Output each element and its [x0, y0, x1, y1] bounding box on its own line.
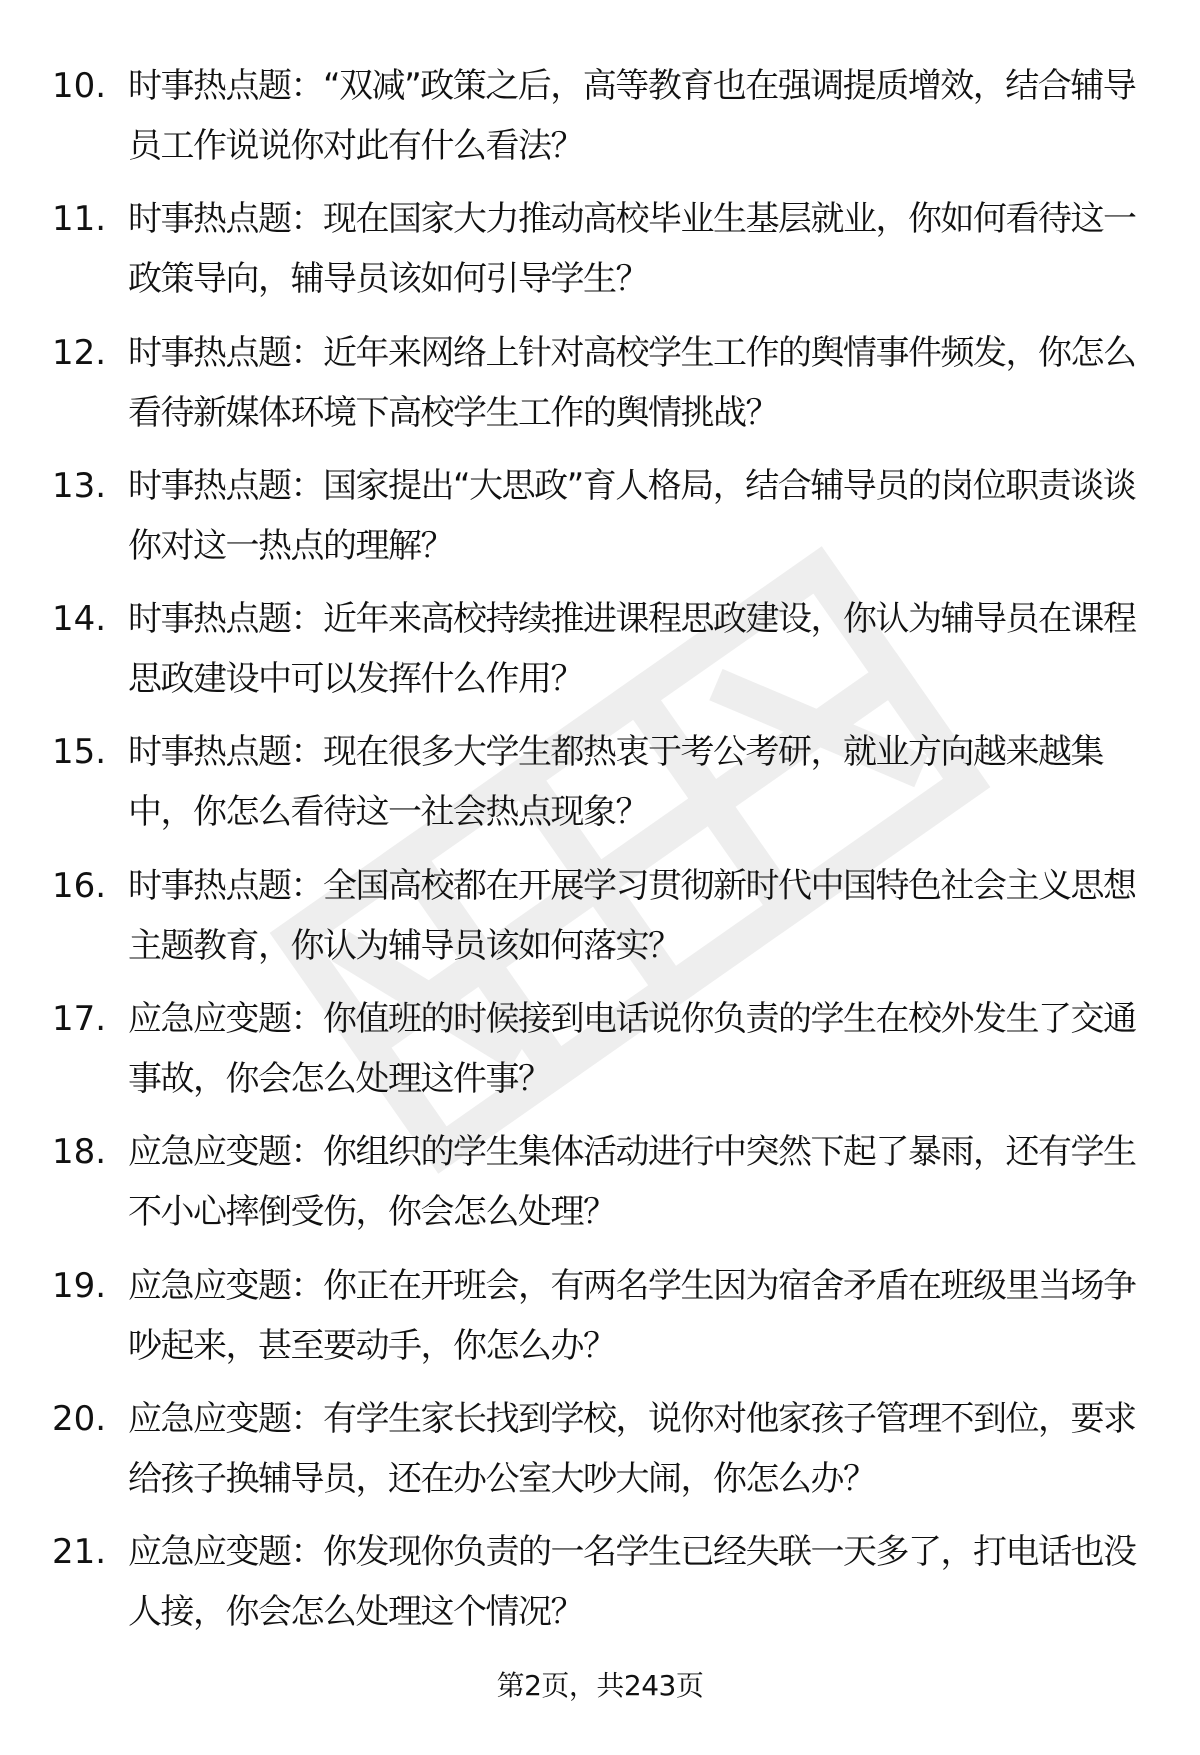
question-number: 17.	[52, 999, 107, 1040]
question-text: 应急应变题：你组织的学生集体活动进行中突然下起了暴雨，还有学生不小心摔倒受伤，你会怎么处理？	[128, 1132, 1136, 1233]
question-number: 16.	[52, 865, 107, 906]
question-item	[0, 1389, 1200, 1522]
question-text: 应急应变题：你正在开班会，有两名学生因为宿舍矛盾在班级里当场争吵起来，甚至要动手，你怎么办？	[128, 1265, 1136, 1366]
question-number: 21.	[52, 1532, 107, 1573]
question-item	[0, 589, 1200, 722]
question-number: 12.	[52, 332, 107, 373]
question-text: 时事热点题：现在国家大力推动高校毕业生基层就业，你如何看待这一政策导向，辅导员该如何引导学生？	[128, 199, 1136, 300]
question-item	[0, 189, 1200, 322]
question-number: 19.	[52, 1265, 107, 1306]
question-item	[0, 989, 1200, 1122]
question-item	[0, 1256, 1200, 1389]
page-footer: 第2页，共243页	[496, 1669, 704, 1702]
question-number: 20.	[52, 1398, 107, 1439]
question-number: 14.	[52, 599, 107, 640]
question-item	[0, 456, 1200, 589]
question-text: 时事热点题：“双减”政策之后，高等教育也在强调提质增效，结合辅导员工作说说你对此有什么看法？	[128, 66, 1136, 166]
question-number: 13.	[52, 465, 107, 506]
question-item	[0, 856, 1200, 989]
question-text: 应急应变题：有学生家长找到学校，说你对他家孩子管理不到位，要求给孩子换辅导员，还在办公室大吵大闹，你怎么办？	[128, 1398, 1136, 1499]
question-item	[0, 722, 1200, 855]
question-text: 时事热点题：近年来网络上针对高校学生工作的舆情事件频发，你怎么看待新媒体环境下高校学生工作的舆情挑战？	[128, 332, 1136, 433]
question-number: 10.	[52, 66, 107, 106]
question-number: 11.	[52, 199, 107, 240]
question-item	[0, 56, 1200, 189]
question-text: 时事热点题：国家提出“大思政”育人格局，结合辅导员的岗位职责谈谈你对这一热点的理解？	[128, 465, 1136, 566]
question-text: 时事热点题：现在很多大学生都热衷于考公考研，就业方向越来越集中，你怎么看待这一社会热点现象？	[128, 732, 1103, 833]
question-text: 应急应变题：你值班的时候接到电话说你负责的学生在校外发生了交通事故，你会怎么处理这件事？	[128, 999, 1136, 1100]
question-item	[0, 1522, 1200, 1655]
question-text: 应急应变题：你发现你负责的一名学生已经失联一天多了，打电话也没人接，你会怎么处理这个情况？	[128, 1532, 1136, 1633]
question-number: 15.	[52, 732, 107, 773]
question-item	[0, 323, 1200, 456]
question-number: 18.	[52, 1132, 107, 1173]
question-text: 时事热点题：全国高校都在开展学习贯彻新时代中国特色社会主义思想主题教育，你认为辅导员该如何落实？	[128, 865, 1136, 966]
question-list	[0, 56, 1200, 1656]
question-item	[0, 1122, 1200, 1255]
question-text: 时事热点题：近年来高校持续推进课程思政建设，你认为辅导员在课程思政建设中可以发挥什么作用？	[128, 599, 1136, 700]
